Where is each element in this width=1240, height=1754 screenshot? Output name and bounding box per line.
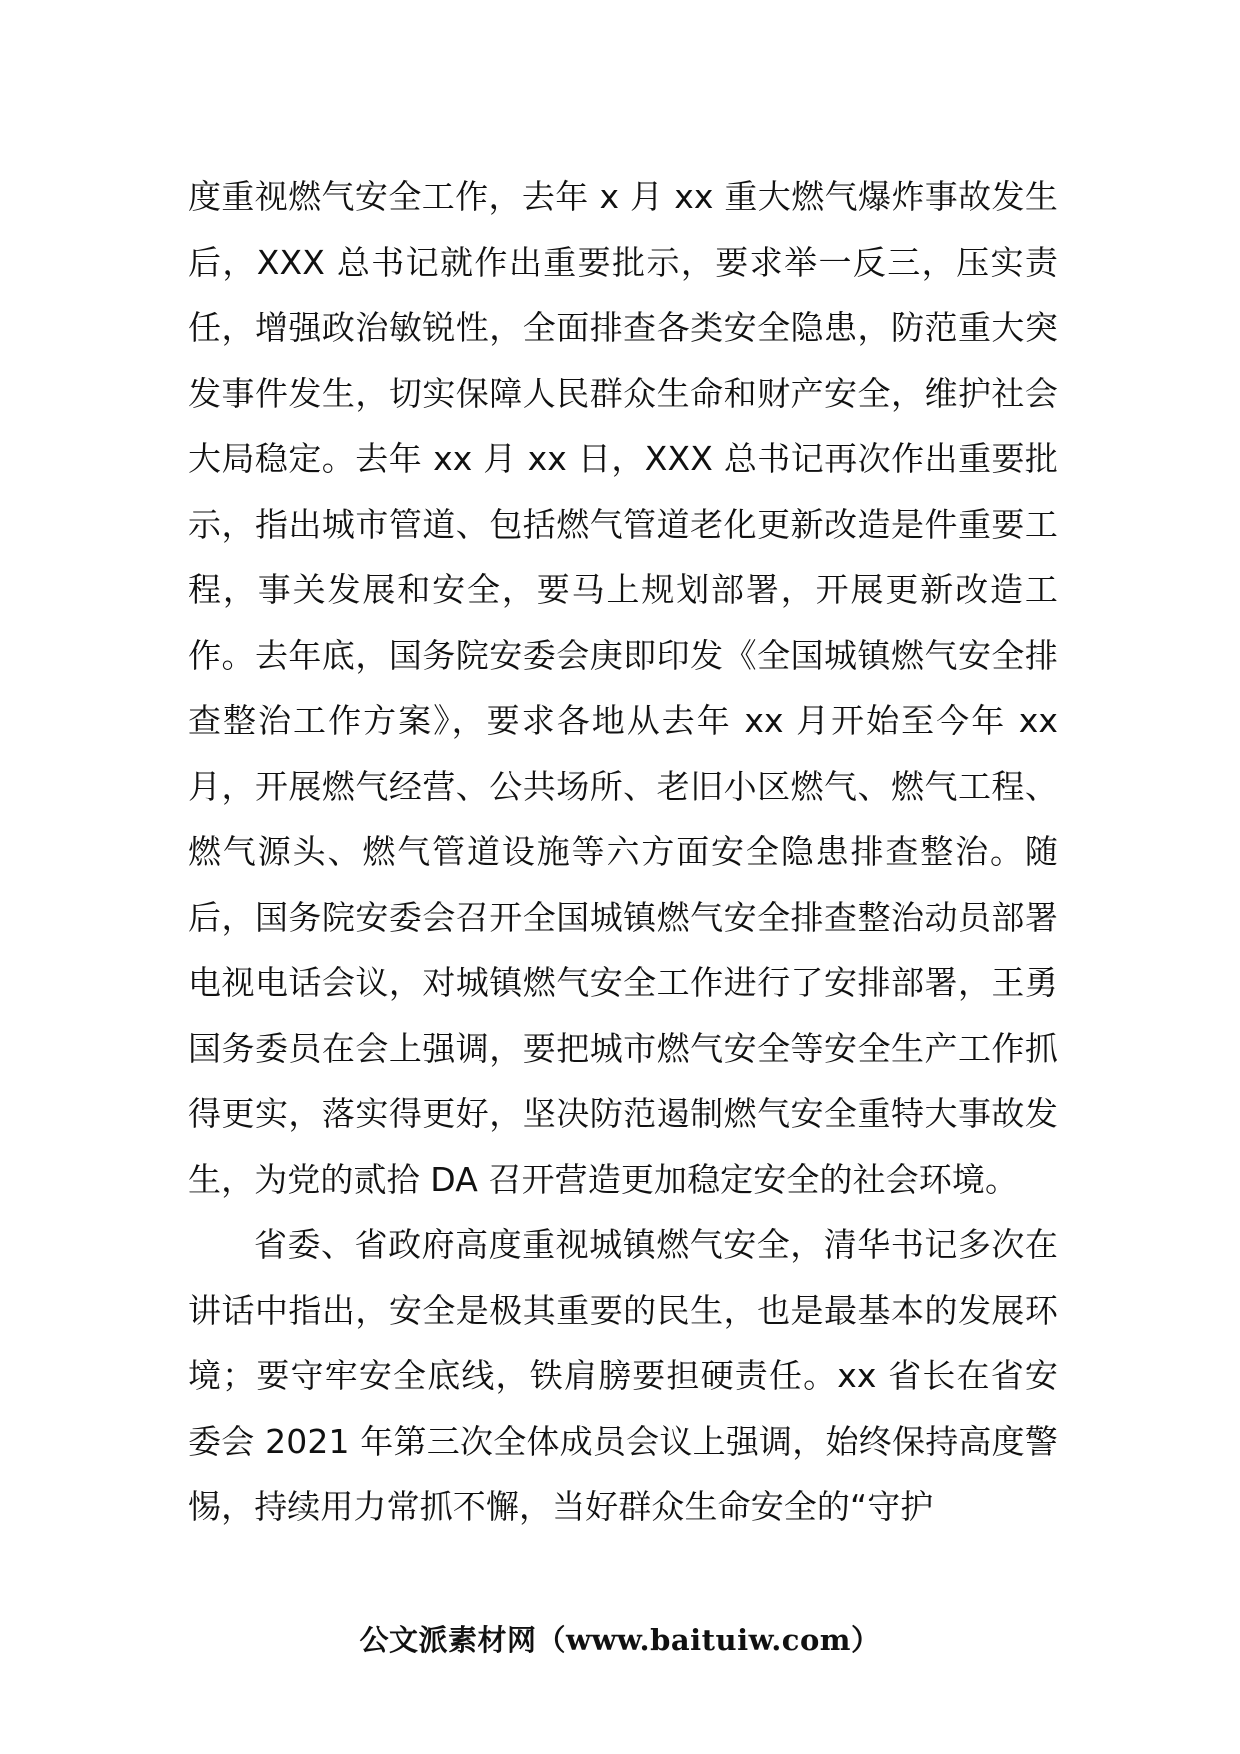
page-footer-watermark: 公文派素材网（www.baituiw.com） [359, 1623, 881, 1657]
paragraph-1: 度重视燃气安全工作，去年 x 月 xx 重大燃气爆炸事故发生后，XXX 总书记就作出重要批示，要求举一反三，压实责任，增强政治敏锐性，全面排查各类安全隐患，防范重大突发事件发生，切实保障人民群众生命和财产安全，维护社会大局稳定。去年 xx 月 xx 日，XXX 总书记再次作出重要批示，指出城市管道、包括燃气管道老化更新改造是件重要工程，事关发展和安全，要马上规划部署，开展更新改造工作。去年底，国务院安委会庚即印发《全国城镇燃气安全排查整治工作方案》，要求各地从去年 xx 月开始至今年 xx 月，开展燃气经营、公共场所、老旧小区燃气、燃气工程、燃气源头、燃气管道设施等六方面安全隐患排查整治。随后，国务院安委会召开全国城镇燃气安全排查整治动员部署电视电话会议，对城镇燃气安全工作进行了安排部署，王勇国务委员在会上强调，要把城市燃气安全等安全生产工作抓得更实，落实得更好，坚决防范遏制燃气安全重特大事故发生，为党的贰拾 DA 召开营造更加稳定安全的社会环境。 [188, 177, 1058, 1199]
document-body [188, 164, 1058, 1540]
paragraph-2: 省委、省政府高度重视城镇燃气安全，清华书记多次在讲话中指出，安全是极其重要的民生，也是最基本的发展环境；要守牢安全底线，铁肩膀要担硬责任。xx 省长在省安委会 2021 年第三次全体成员会议上强调，始终保持高度警惕，持续用力常抓不懈，当好群众生命安全的“守护 [188, 1225, 1058, 1526]
